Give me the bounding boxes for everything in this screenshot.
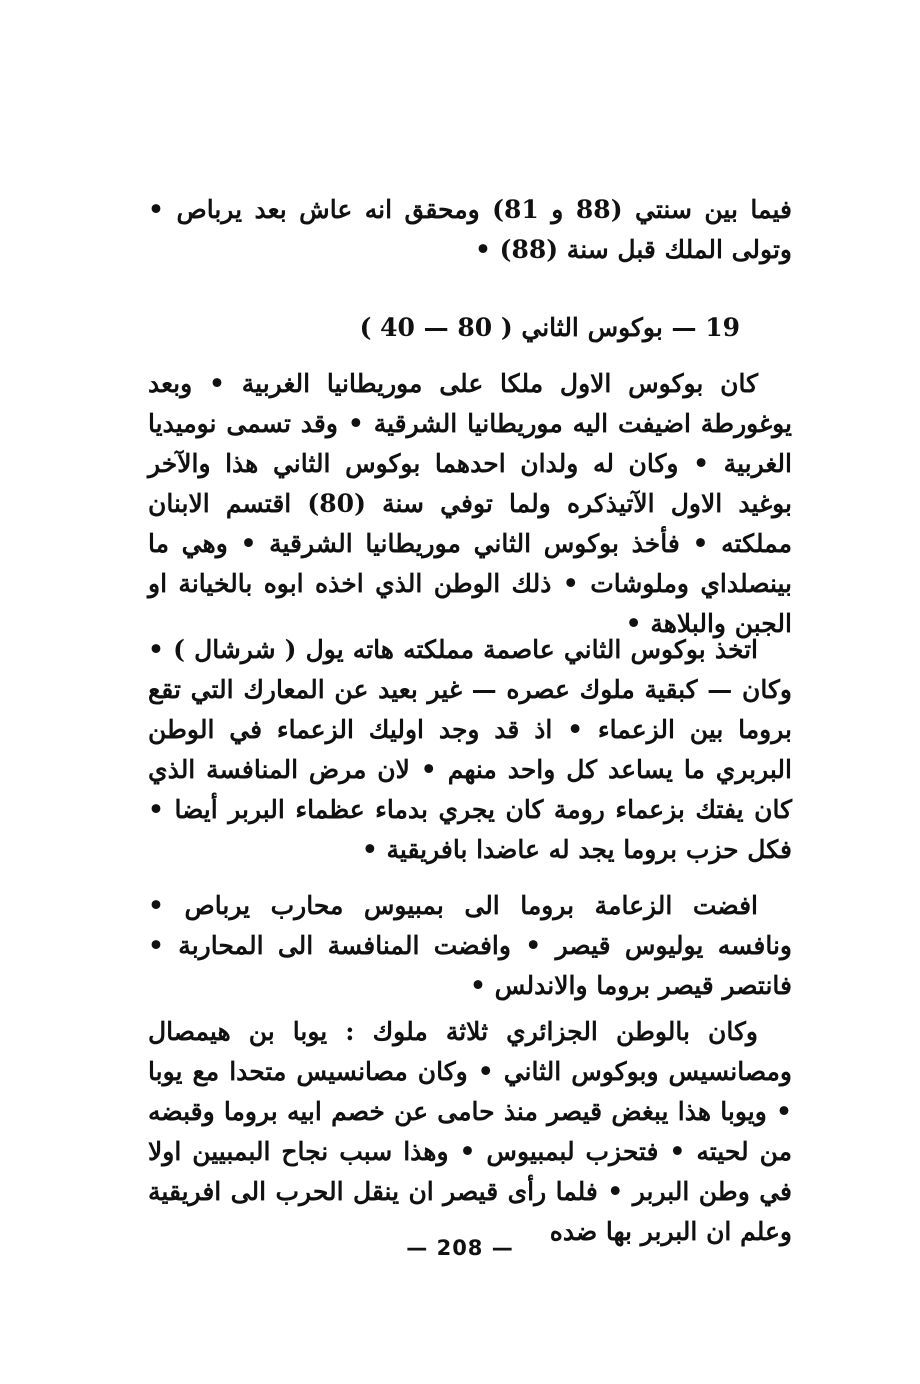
intro-paragraph	[148, 190, 792, 270]
paragraph-text: كان بوكوس الاول ملكا على موريطانيا الغربية • وبعد يوغورطة اضيفت اليه موريطانيا الشرقية • وقد تسمى نوميديا الغربية • وكان له ولدان احدهما بوكوس الثاني هذا والآخر بوغيد الاول الآتيذكره ولما توفي سنة (80) اقتسم الابنان مملكته • فأخذ بوكوس الثاني موريطانيا الشرقية • وهي ما بينصلداي وملوشات • ذلك الوطن الذي اخذه ابوه بالخيانة او الجبن والبلاهة •	[148, 369, 792, 638]
paragraph-4	[148, 1012, 792, 1252]
paragraph-text: وكان بالوطن الجزائري ثلاثة ملوك : يوبا بن هيمصال ومصانسيس وبوكوس الثاني • وكان مصانسيس متحدا مع يوبا • ويوبا هذا يبغض قيصر منذ حامى عن خصم ابيه بروما وقبضه من لحيته • فتحزب لبمبيوس • وهذا سبب نجاح البمبيين اولا في وطن البربر • فلما رأى قيصر ان ينقل الحرب الى افريقية وعلم ان البربر بها ضده	[148, 1017, 792, 1246]
section-heading: 19 — بوكوس الثاني ( 80 — 40 )	[359, 313, 740, 342]
paragraph-text: اتخذ بوكوس الثاني عاصمة مملكته هاته يول ( شرشال ) • وكان — كبقية ملوك عصره — غير بعيد عن المعارك التي تقع بروما بين الزعماء • اذ قد وجد اوليك الزعماء في الوطن البربري ما يساعد كل واحد منهم • لان مرض المنافسة الذي كان يفتك بزعماء رومة كان يجري بدماء عظماء البربر أيضا • فكل حزب بروما يجد له عاضدا بافريقية •	[148, 635, 792, 864]
paragraph-3	[148, 886, 792, 1006]
paragraph-text: فيما بين سنتي (88 و 81) ومحقق انه عاش بعد يرباص • وتولى الملك قبل سنة (88) •	[148, 195, 793, 264]
paragraph-2	[148, 630, 792, 870]
paragraph-text: افضت الزعامة بروما الى بمبيوس محارب يرباص • ونافسه يوليوس قيصر • وافضت المنافسة الى المحاربة • فانتصر قيصر بروما والاندلس •	[148, 891, 792, 1000]
page-number: — 208 —	[406, 1236, 514, 1260]
paragraph-1	[148, 364, 792, 644]
